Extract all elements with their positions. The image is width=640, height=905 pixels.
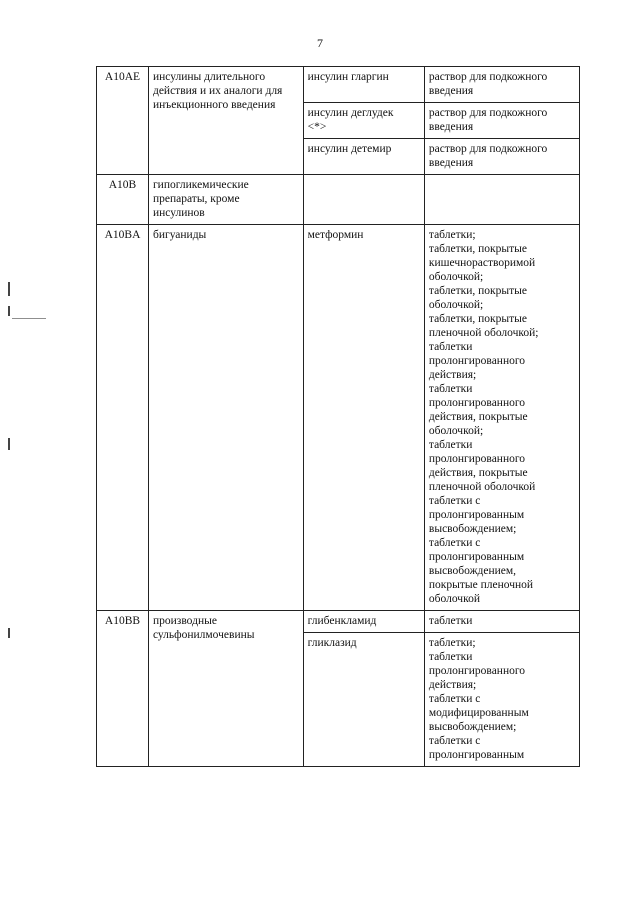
group-text-line: инсулинов bbox=[152, 207, 205, 219]
dosage-form-line: введения bbox=[428, 157, 474, 169]
scan-artifact-mark bbox=[8, 306, 10, 316]
dosage-form-line: таблетки, покрытые bbox=[428, 243, 527, 255]
group-text-line: инсулины длительного bbox=[152, 71, 266, 83]
drug-table bbox=[96, 66, 580, 767]
dosage-form-line: действия, покрытые bbox=[428, 467, 528, 479]
group-text-line: гипогликемические bbox=[152, 179, 249, 191]
drug-name-line: инсулин детемир bbox=[307, 143, 392, 155]
pharmacological-group-cell bbox=[148, 67, 303, 175]
dosage-form-line: таблетки; bbox=[428, 229, 476, 241]
atc-code-cell: A10BA bbox=[97, 225, 149, 611]
drug-table-body bbox=[97, 67, 580, 767]
dosage-form-cell bbox=[424, 633, 579, 767]
scan-artifact-mark bbox=[12, 318, 46, 319]
drug-name-cell bbox=[303, 611, 424, 633]
dosage-form-line: действия; bbox=[428, 679, 477, 691]
dosage-form-line: модифицированным bbox=[428, 707, 529, 719]
drug-name-line: <*> bbox=[307, 121, 327, 133]
dosage-form-cell bbox=[424, 175, 579, 225]
group-text-line: инъекционного введения bbox=[152, 99, 276, 111]
group-text-line: сульфонилмочевины bbox=[152, 629, 255, 641]
dosage-form-line: таблетки bbox=[428, 439, 473, 451]
drug-name-line: инсулин гларгин bbox=[307, 71, 389, 83]
table-row bbox=[97, 175, 580, 225]
dosage-form-line: раствор для подкожного bbox=[428, 107, 548, 119]
group-text-line: бигуаниды bbox=[152, 229, 207, 241]
drug-name-line: глибенкламид bbox=[307, 615, 377, 627]
page-number: 7 bbox=[317, 36, 323, 50]
atc-code-cell: A10B bbox=[97, 175, 149, 225]
dosage-form-cell bbox=[424, 103, 579, 139]
dosage-form-line: пролонгированным bbox=[428, 551, 525, 563]
dosage-form-line: высвобождением; bbox=[428, 523, 517, 535]
dosage-form-line: пленочной оболочкой bbox=[428, 481, 536, 493]
pharmacological-group-cell bbox=[148, 611, 303, 767]
dosage-form-line: таблетки с bbox=[428, 495, 481, 507]
dosage-form-line: оболочкой; bbox=[428, 425, 484, 437]
dosage-form-line: таблетки; bbox=[428, 637, 476, 649]
drug-name-line: метформин bbox=[307, 229, 364, 241]
dosage-form-line: действия; bbox=[428, 369, 477, 381]
dosage-form-line: раствор для подкожного bbox=[428, 71, 548, 83]
dosage-form-line: пролонгированного bbox=[428, 665, 526, 677]
pharmacological-group-cell bbox=[148, 225, 303, 611]
dosage-form-cell bbox=[424, 139, 579, 175]
dosage-form-line: высвобождением, bbox=[428, 565, 517, 577]
dosage-form-line: кишечнорастворимой bbox=[428, 257, 536, 269]
dosage-form-line: таблетки bbox=[428, 651, 473, 663]
dosage-form-line: таблетки с bbox=[428, 537, 481, 549]
dosage-form-line: введения bbox=[428, 85, 474, 97]
atc-code-cell: A10AE bbox=[97, 67, 149, 175]
dosage-form-line: таблетки с bbox=[428, 735, 481, 747]
table-row bbox=[97, 67, 580, 103]
dosage-form-line: таблетки, покрытые bbox=[428, 313, 527, 325]
dosage-form-line: оболочкой; bbox=[428, 299, 484, 311]
dosage-form-line: таблетки bbox=[428, 341, 473, 353]
table-row bbox=[97, 225, 580, 611]
dosage-form-line: оболочкой bbox=[428, 593, 480, 605]
drug-name-cell bbox=[303, 225, 424, 611]
group-text-line: действия и их аналоги для bbox=[152, 85, 283, 97]
drug-name-cell bbox=[303, 103, 424, 139]
dosage-form-line: пролонгированного bbox=[428, 397, 526, 409]
dosage-form-cell bbox=[424, 67, 579, 103]
dosage-form-line: таблетки bbox=[428, 615, 473, 627]
dosage-form-line: действия, покрытые bbox=[428, 411, 528, 423]
dosage-form-line: раствор для подкожного bbox=[428, 143, 548, 155]
dosage-form-line: оболочкой; bbox=[428, 271, 484, 283]
dosage-form-line: покрытые пленочной bbox=[428, 579, 534, 591]
scan-artifact-mark bbox=[8, 438, 10, 450]
dosage-form-line: таблетки bbox=[428, 383, 473, 395]
group-text-line: производные bbox=[152, 615, 217, 627]
pharmacological-group-cell bbox=[148, 175, 303, 225]
drug-name-cell bbox=[303, 633, 424, 767]
drug-name-line: гликлазид bbox=[307, 637, 357, 649]
dosage-form-cell bbox=[424, 225, 579, 611]
drug-name-cell bbox=[303, 67, 424, 103]
atc-code-cell: A10BB bbox=[97, 611, 149, 767]
dosage-form-cell bbox=[424, 611, 579, 633]
dosage-form-line: пролонгированного bbox=[428, 355, 526, 367]
scan-artifact-mark bbox=[8, 282, 10, 296]
dosage-form-line: пролонгированным bbox=[428, 509, 525, 521]
drug-name-cell bbox=[303, 175, 424, 225]
dosage-form-line: пролонгированным bbox=[428, 749, 525, 761]
drug-name-line: инсулин деглудек bbox=[307, 107, 394, 119]
dosage-form-line: введения bbox=[428, 121, 474, 133]
scan-artifact-mark bbox=[8, 628, 10, 638]
drug-name-cell bbox=[303, 139, 424, 175]
dosage-form-line: пролонгированного bbox=[428, 453, 526, 465]
dosage-form-line: таблетки с bbox=[428, 693, 481, 705]
dosage-form-line: таблетки, покрытые bbox=[428, 285, 527, 297]
group-text-line: препараты, кроме bbox=[152, 193, 240, 205]
dosage-form-line: высвобождением; bbox=[428, 721, 517, 733]
dosage-form-line: пленочной оболочкой; bbox=[428, 327, 539, 339]
table-row bbox=[97, 611, 580, 633]
